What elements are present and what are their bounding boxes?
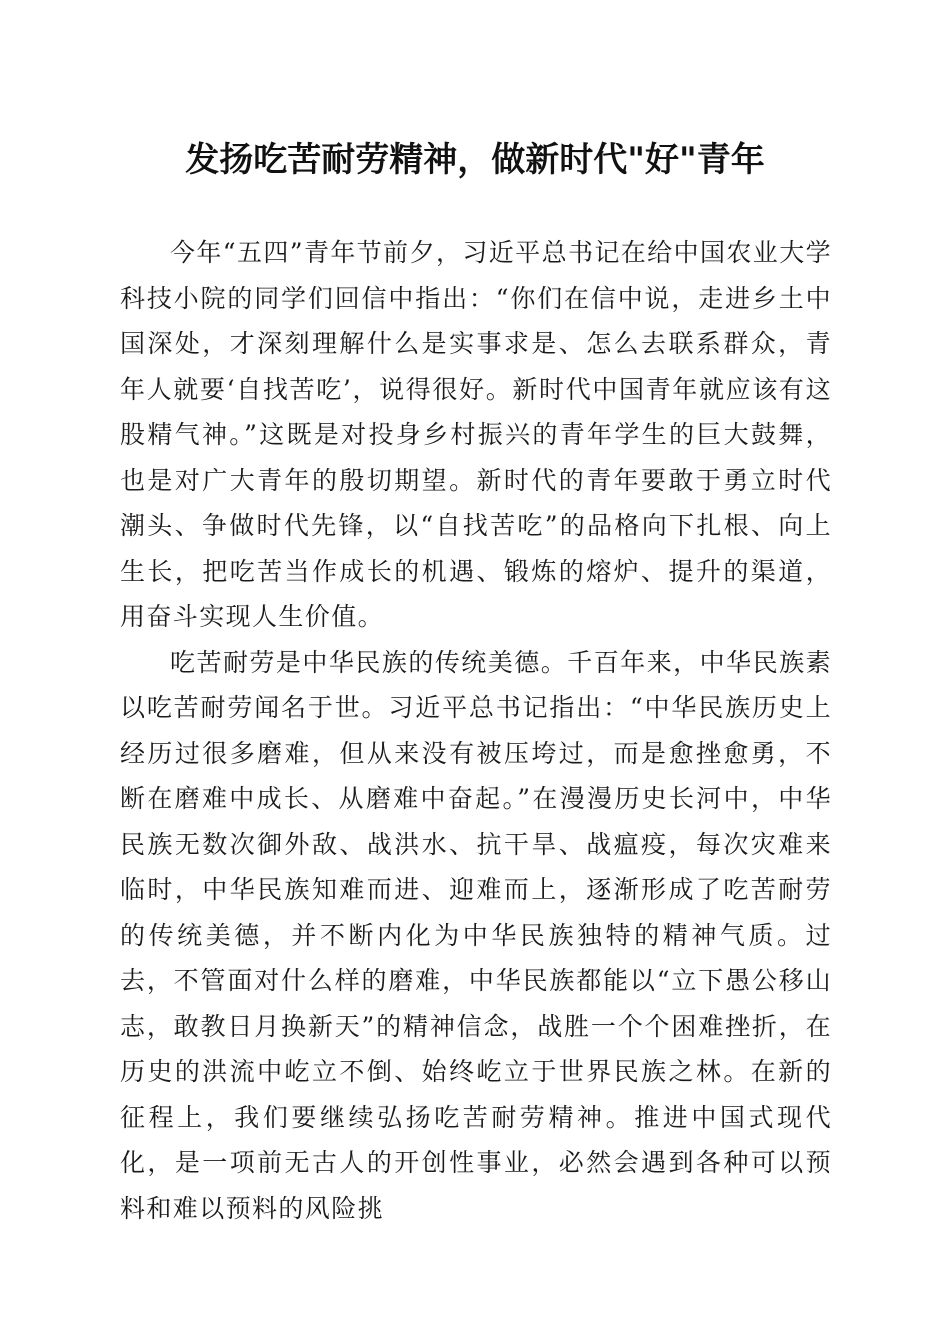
paragraph: 吃苦耐劳是中华民族的传统美德。千百年来，中华民族素以吃苦耐劳闻名于世。习近平总书记指出：“中华民族历史上经历过很多磨难，但从来没有被压垮过，而是愈挫愈勇，不断在磨难中成长、从磨难中奋起。”在漫漫历史长河中，中华民族无数次御外敌、战洪水、抗干旱、战瘟疫，每次灾难来临时，中华民族知难而进、迎难而上，逐渐形成了吃苦耐劳的传统美德，并不断内化为中华民族独特的精神气质。过去，不管面对什么样的磨难，中华民族都能以“立下愚公移山志，敢教日月换新天”的精神信念，战胜一个个困难挫折，在历史的洪流中屹立不倒、始终屹立于世界民族之林。在新的征程上，我们要继续弘扬吃苦耐劳精神。推进中国式现代化，是一项前无古人的开创性事业，必然会遇到各种可以预料和难以预料的风险挑 [120,647,832,1223]
document-title: 发扬吃苦耐劳精神，做新时代"好"青年 [185,140,765,180]
paragraph: 今年“五四”青年节前夕，习近平总书记在给中国农业大学科技小院的同学们回信中指出：“你们在信中说，走进乡土中国深处，才深刻理解什么是实事求是、怎么去联系群众，青年人就要‘自找苦吃’，说得很好。新时代中国青年就应该有这股精气神。”这既是对投身乡村振兴的青年学生的巨大鼓舞，也是对广大青年的殷切期望。新时代的青年要敢于勇立时代潮头、争做时代先锋，以“自找苦吃”的品格向下扎根、向上生长，把吃苦当作成长的机遇、锻炼的熔炉、提升的渠道，用奋斗实现人生价值。 [120,238,832,631]
document-body [120,230,832,1231]
